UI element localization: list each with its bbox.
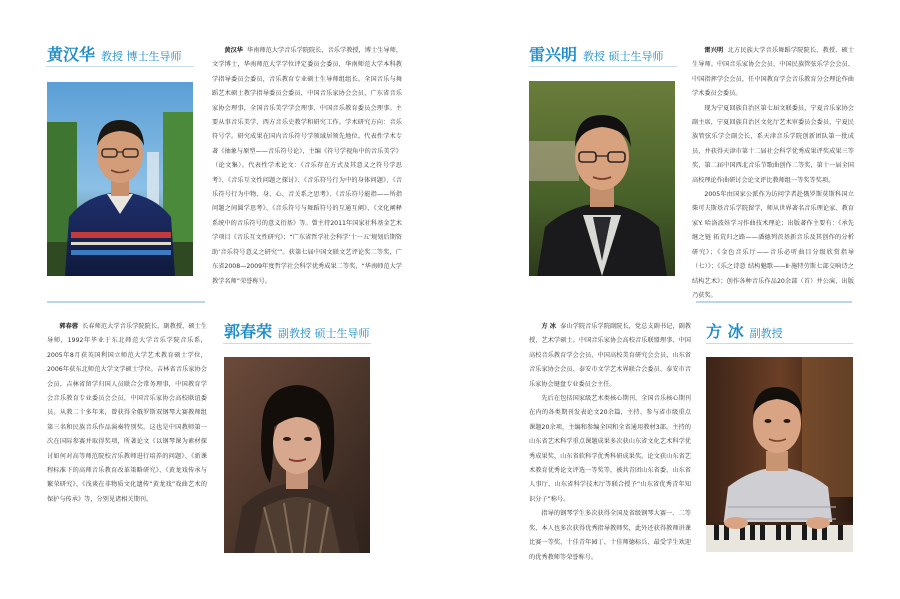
huang-name: 黄汉华	[47, 45, 96, 64]
lei-bio	[692, 44, 855, 299]
lei-titles: 教授 硕士生导师	[583, 50, 664, 63]
fang-photo	[706, 357, 853, 552]
huang-bio-text: 华南师范大学音乐学院院长，音乐学教授，博士生导师，文学博士，华南师范大学学位评定委员会委员，华南师范大学本科教学指导委员会委员，音乐教育专业硕士生导师组组长。全国音乐与舞蹈艺术硕士教学指导委员会委员，中国音乐家协会会员，广东省音乐家协会理事，全国音乐美学学会理事、中国音乐教育委员会理事。主要从事音乐美学、西方音乐史教学和研究工作。学术研究方向：音乐符号学。研究成果在国内音乐符号学领域居领先地位。代表性学术专著《抽象与原型——音乐符号论》，主编《符号学视角中的音乐美学》（论文集）。代表性学术论文：《音乐存在方式及其意义之符号学思考》、《音乐互文性问题之探讨》、《音乐符号行为中的身体问题》、《音乐符号行为中物、身、心、音关系之思考》、《音乐符号能指——所指问题之间圆学思考》、《音乐符号与舞蹈符号的互通互阐》、《文化阐释系统中的音乐符号的意义衍基》等。曾主持2011年国家社科基金艺术学项目《音乐互文性研究》；“广东省哲学社会科学‘十一五’规划后期资助‘音乐符号意义之研究’”。获第七届中国文联文艺评论奖二等奖，广东省2008—2009年度哲学社会科学优秀成果二等奖，“华南师范大学教学名师”荣誉称号。	[212, 47, 403, 285]
lei-bio-para-2: 现为宁夏回族自治区第七届文联委员，宁夏音乐家协会副主席，宁夏回族自治区文化厅艺术审委员会委员，宁夏民族管弦乐学会副会长，系天津音乐学院创新团队第一批成员，并获得天津市第十二届社会科学优秀成果评奖成果三等奖，第二届中国西北音乐节歌曲创作二等奖，第十一届全国高校理论作曲研讨会论文评比教师组一等奖等奖项。	[692, 104, 854, 184]
fang-name-heading	[706, 322, 783, 344]
lei-bio-para-3: 2005年由国家公派作为访问学者赴俄罗斯莫斯科国立柴可夫斯基音乐学院留学，师从世界著名音乐理论家、教育家Y. 哈洛波娃学习作曲技术理论；出版著作主要有：《承先继之链 拓荒归之路——潘德列茨基新音乐及其创作的分析研究》；《金色音乐厅——音乐必听曲目分级欣赏指导（七）》；《乐之诗意 结构魅歌——Ⅱ·施特劳斯七部交响诗之结构艺术》；创作各种音乐作品20余部（首）并公演、出版乃获奖。	[692, 191, 854, 299]
fang-bio-para-3: 指导的钢琴学生多次获得全国及省级钢琴大赛一、二等奖，本人也多次获得优秀指导教师奖，此外还获得教师讲课比赛一等奖、十佳青年园丁、十佳师德标兵、最受学生欢迎的优秀教师等荣誉称号。	[529, 510, 691, 561]
guo-photo	[224, 357, 370, 553]
left-section-divider	[47, 301, 205, 303]
lei-bio-name: 雷兴明	[704, 47, 724, 54]
huang-heading-rule	[46, 66, 194, 67]
fang-photo-image	[706, 357, 853, 552]
lei-photo-image	[529, 81, 675, 276]
lei-bio-para-1: 北方民族大学音乐舞蹈学院院长、教授、硕士生导师。中国音乐家协会会员、中国民族管弦乐学会会员、中国指挥学会会员，任中国教育学会音乐教育分会理论作曲学术委员会委员。	[692, 47, 855, 98]
fang-bio-para-1: 泰山学院音乐学院副院长，党总支副书记，副教授，艺术学硕士。中国音乐家协会高校音乐联盟理事、中国高校音乐教育学会会员、中国高校美育研究会会员、山东省音乐家协会会员、泰安市文学艺术界联合会委员、泰安市音乐家协会键盘专业委员会主任。	[529, 323, 692, 388]
fang-titles: 副教授	[749, 327, 783, 340]
guo-name: 郭春荣	[224, 322, 273, 341]
fang-bio-para-2: 先后在包括国家级艺术类核心期刊、全国音乐核心期刊在内的各类期刊发表论文20余篇，主持、参与省市级重点课题20余项，主编和参编全国和全省通用教材3部。主持的山东省艺术科学重点课题成果多次获山东省文化艺术科学优秀成果奖、山东省软科学优秀科研成果奖。论文获山东省艺术教育优秀论文评选一等奖等，被共青团山东省委、山东省人事厅、山东省科学技术厅等联合授予“山东省优秀青年知识分子”称号。	[529, 395, 691, 503]
guo-bio	[47, 320, 207, 556]
fang-bio-name: 方 冰	[541, 323, 557, 330]
lei-name: 雷兴明	[529, 45, 578, 64]
guo-name-heading	[224, 322, 370, 344]
right-page	[450, 0, 900, 599]
right-section-divider	[696, 301, 852, 303]
huang-name-heading	[47, 45, 182, 67]
fang-name: 方 冰	[706, 322, 744, 341]
guo-heading-rule	[223, 343, 371, 344]
lei-photo	[529, 81, 675, 276]
lei-heading-rule	[529, 66, 677, 67]
guo-titles: 副教授 硕士生导师	[278, 327, 370, 340]
lei-name-heading	[529, 45, 664, 67]
guo-bio-name: 郭春蓉	[59, 323, 79, 330]
guo-bio-text: 长春师范大学音乐学院院长、副教授、硕士生导师，1992年毕业于东北师范大学音乐学院音乐系，2005年8月获英国利国立师范大学艺术教育硕士学位，2006年获东北师范大学文学硕士学位。吉林省音乐家协会会员，吉林省留学归国人员联合会常务理事，中国教育学会音乐教育专业委员会会员，中国音乐家协会高校联谊委员。从教二十多年来，曾获得全俄罗斯双钢琴大赛教师组第三名和民族音乐作品演奏特别奖。这也是中国教师第一次在国际参赛并取得奖项，所著论文《以钢琴课为素材探讨如何对高等师范院校音乐教师进行培养的问题》、《新课程标准下的高师音乐教育改革策略研究》、《黄龙戏传承与繁荣研究》、《浅谈在非物质文化遗传“黄龙戏”戏曲艺术的保护与传承》等，分别见诸相关期刊。	[47, 323, 208, 503]
huang-titles: 教授 博士生导师	[101, 50, 182, 63]
huang-bio	[212, 44, 402, 288]
huang-photo-image	[47, 82, 193, 276]
fang-heading-rule	[706, 343, 853, 344]
fang-bio	[529, 320, 691, 560]
huang-bio-name: 黄汉华	[224, 47, 243, 54]
guo-photo-image	[224, 357, 370, 553]
huang-photo	[47, 82, 193, 276]
